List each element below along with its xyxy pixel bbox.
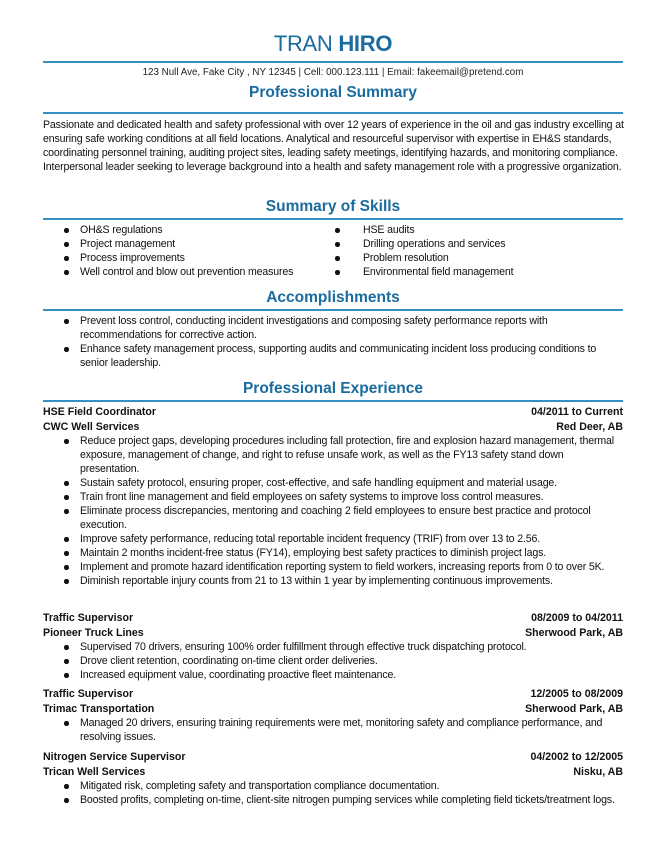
contact-info: 123 Null Ave, Fake City , NY 12345 | Cell: 000.123.111 | Email: fakeemail@pretend.com [142,67,524,78]
job-bullet: Drove client retention, coordinating on-time client order deliveries. [43,654,623,668]
accomplishment-item: Enhance safety management process, supporting audits and communicating incident loss producing conditions to senior leadership. [43,342,623,370]
skills-heading: Summary of Skills [265,198,401,215]
summary-heading: Professional Summary [249,84,417,101]
experience-heading: Professional Experience [242,380,424,397]
summary-text: Passionate and dedicated health and safety professional with over 12 years of experience in the oil and gas industry excelling at ensuring safe working conditions at all field locations. Analytical and resourceful supervisor with expertise in EH&S standards, coordinating personnel training, auditing project sites, leading safety meetings, identifying hazards, and monitoring compliance. Interpersonal leader seeking to leverage background into a health and safety management role with a progressive organization. [43,119,624,173]
job-title: Traffic Supervisor [43,688,134,700]
skill-item: Well control and blow out prevention measures [43,265,333,279]
job-company-row [43,420,623,435]
job-bullet: Reduce project gaps, developing procedures including fall protection, fire and explosion hazard management, thermal exposure, management of change, and right to refuse unsafe work, as well as the FY13 safety stand down presentation. [43,434,623,476]
job-company: Pioneer Truck Lines [43,626,144,639]
skill-item: OH&S regulations [43,223,333,237]
skill-item: Drilling operations and services [326,237,616,251]
skill-item: HSE audits [326,223,616,237]
skills-right-column [326,223,616,279]
job-entry [43,405,623,588]
job-entry [43,611,623,682]
header-divider [43,61,623,63]
experience-divider [43,400,623,402]
skills-left-column [43,223,333,279]
skill-item: Problem resolution [326,251,616,265]
job-bullet: Boosted profits, completing on-time, client-site nitrogen pumping services while completing field tickets/treatment logs. [43,793,623,807]
skill-item: Project management [43,237,333,251]
job-bullet: Supervised 70 drivers, ensuring 100% order fulfillment through effective truck dispatching protocol. [43,640,623,654]
job-location: Nisku, AB [573,765,623,778]
job-dates: 08/2009 to 04/2011 [531,612,623,624]
job-company-row [43,765,623,780]
job-bullet: Managed 20 drivers, ensuring training requirements were met, monitoring safety and compliance performance, and resolving issues. [43,716,623,744]
job-bullets [43,779,623,807]
job-company: Trimac Transportation [43,702,155,715]
job-title-row [43,750,623,765]
summary-divider [43,112,623,114]
job-bullet: Mitigated risk, completing safety and transportation compliance documentation. [43,779,623,793]
job-title: Traffic Supervisor [43,612,134,624]
job-title: Nitrogen Service Supervisor [43,751,186,763]
job-dates: 12/2005 to 08/2009 [530,688,623,700]
job-location: Sherwood Park, AB [525,626,623,639]
job-title-row [43,611,623,626]
job-bullet: Implement and promote hazard identification reporting system to field workers, increasing reports from 0 to over 5K. [43,560,623,574]
skill-item: Process improvements [43,251,333,265]
job-dates: 04/2011 to Current [531,406,623,418]
job-company-row [43,626,623,641]
job-company: CWC Well Services [43,420,140,433]
accomplishments-divider [43,309,623,311]
job-bullet: Train front line management and field employees on safety systems to improve loss control measures. [43,490,623,504]
job-bullet: Sustain safety protocol, ensuring proper, cost-effective, and safe handling equipment and material usage. [43,476,623,490]
job-bullet: Eliminate process discrepancies, mentoring and coaching 2 field employees to ensure best practice and protocol execution. [43,504,623,532]
job-bullet: Diminish reportable injury counts from 21 to 13 within 1 year by implementing continuous improvements. [43,574,623,588]
skills-list [43,223,623,279]
job-entry [43,687,623,744]
job-title: HSE Field Coordinator [43,406,157,418]
job-bullet: Improve safety performance, reducing total reportable incident frequency (TRIF) from over 13 to 2.56. [43,532,623,546]
job-company: Trican Well Services [43,765,146,778]
job-title-row [43,687,623,702]
candidate-name [43,31,623,57]
first-name: TRAN [273,31,333,56]
skills-divider [43,218,623,220]
job-company-row [43,702,623,717]
job-dates: 04/2002 to 12/2005 [530,751,623,763]
last-name: HIRO [338,31,393,56]
accomplishments-heading: Accomplishments [266,289,400,306]
job-location: Red Deer, AB [556,420,623,433]
job-bullet: Increased equipment value, coordinating proactive fleet maintenance. [43,668,623,682]
job-bullets [43,640,623,682]
accomplishment-item: Prevent loss control, conducting incident investigations and composing safety performance reports with recommendations for corrective action. [43,314,623,342]
job-entry [43,750,623,807]
job-location: Sherwood Park, AB [525,702,623,715]
skill-item: Environmental field management [326,265,616,279]
job-bullets [43,716,623,744]
accomplishments-list [43,314,623,370]
job-title-row [43,405,623,420]
job-bullet: Maintain 2 months incident-free status (FY14), employing best safety practices to diminish project lags. [43,546,623,560]
job-bullets [43,434,623,588]
